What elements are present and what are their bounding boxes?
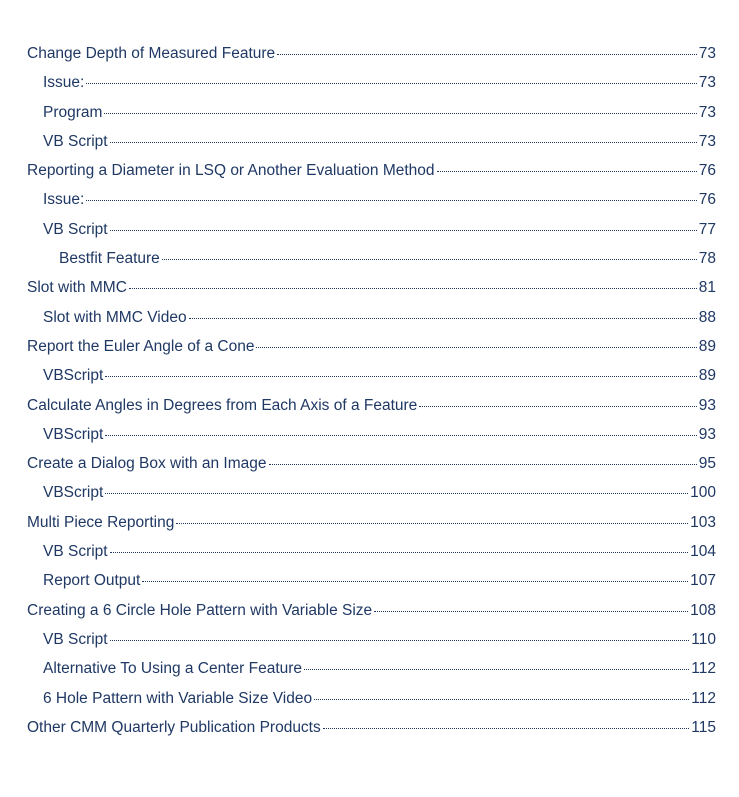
toc-entry-title: Bestfit Feature — [59, 250, 160, 268]
toc-dot-leader — [323, 728, 690, 729]
table-of-contents — [27, 39, 716, 742]
toc-entry-title: Report Output — [43, 572, 141, 590]
toc-entry-title: Slot with MMC Video — [43, 308, 187, 326]
toc-page-number: 78 — [698, 250, 716, 268]
toc-page-number: 112 — [691, 689, 716, 707]
toc-dot-leader — [86, 83, 696, 84]
toc-entry[interactable] — [27, 420, 716, 449]
toc-entry[interactable] — [27, 566, 716, 595]
toc-entry[interactable] — [27, 713, 716, 742]
toc-entry[interactable] — [27, 537, 716, 566]
toc-entry[interactable] — [27, 185, 716, 214]
toc-page-number: 93 — [698, 425, 716, 443]
toc-dot-leader — [277, 54, 697, 55]
toc-page-number: 103 — [690, 513, 716, 531]
toc-page-number: 93 — [698, 396, 716, 414]
toc-dot-leader — [110, 142, 697, 143]
toc-entry[interactable] — [27, 68, 716, 97]
toc-entry[interactable] — [27, 39, 716, 68]
toc-entry[interactable] — [27, 449, 716, 478]
toc-entry-title: VBScript — [43, 367, 104, 385]
toc-page-number: 77 — [698, 220, 716, 238]
toc-entry[interactable] — [27, 508, 716, 537]
toc-entry-title: VBScript — [43, 484, 104, 502]
toc-dot-leader — [269, 464, 697, 465]
toc-dot-leader — [256, 347, 696, 348]
toc-page-number: 89 — [698, 367, 716, 385]
toc-entry-title: 6 Hole Pattern with Variable Size Video — [43, 689, 313, 707]
toc-page-number: 100 — [690, 484, 716, 502]
toc-page-number: 88 — [698, 308, 716, 326]
toc-page-number: 76 — [698, 191, 716, 209]
toc-entry[interactable] — [27, 596, 716, 625]
toc-dot-leader — [419, 406, 696, 407]
toc-entry[interactable] — [27, 98, 716, 127]
toc-page-number: 104 — [690, 543, 716, 561]
toc-dot-leader — [110, 640, 690, 641]
toc-page-number: 95 — [698, 455, 716, 473]
toc-entry-title: Program — [43, 103, 103, 121]
toc-dot-leader — [374, 611, 688, 612]
toc-dot-leader — [304, 669, 689, 670]
toc-dot-leader — [105, 435, 696, 436]
toc-entry-title: Slot with MMC — [27, 279, 127, 297]
toc-dot-leader — [437, 171, 697, 172]
toc-entry-title: Create a Dialog Box with an Image — [27, 455, 267, 473]
toc-dot-leader — [314, 699, 689, 700]
toc-page-number: 115 — [691, 718, 716, 736]
toc-page-number: 76 — [698, 162, 716, 180]
toc-dot-leader — [110, 230, 697, 231]
toc-entry-title: VB Script — [43, 132, 108, 150]
toc-page-number: 73 — [698, 103, 716, 121]
toc-entry-title: Reporting a Diameter in LSQ or Another Evaluation Method — [27, 162, 435, 180]
toc-dot-leader — [142, 581, 688, 582]
toc-entry-title: VBScript — [43, 425, 104, 443]
toc-entry[interactable] — [27, 127, 716, 156]
toc-dot-leader — [129, 288, 697, 289]
toc-entry[interactable] — [27, 654, 716, 683]
toc-page-number: 73 — [698, 45, 716, 62]
toc-page-number: 81 — [698, 279, 716, 297]
toc-entry[interactable] — [27, 303, 716, 332]
toc-entry[interactable] — [27, 684, 716, 713]
toc-entry[interactable] — [27, 478, 716, 507]
toc-dot-leader — [176, 523, 688, 524]
toc-entry-title: Report the Euler Angle of a Cone — [27, 337, 255, 355]
toc-entry-title: Alternative To Using a Center Feature — [43, 660, 303, 678]
toc-dot-leader — [105, 376, 696, 377]
toc-page-number: 73 — [698, 132, 716, 150]
toc-page-number: 108 — [690, 601, 716, 619]
toc-entry[interactable] — [27, 156, 716, 185]
toc-entry[interactable] — [27, 332, 716, 361]
toc-entry-title: VB Script — [43, 220, 108, 238]
toc-dot-leader — [104, 113, 696, 114]
toc-entry-title: Calculate Angles in Degrees from Each Axis of a Feature — [27, 396, 418, 414]
toc-dot-leader — [162, 259, 697, 260]
toc-entry[interactable] — [27, 391, 716, 420]
toc-dot-leader — [105, 493, 688, 494]
toc-page-number: 107 — [690, 572, 716, 590]
toc-entry[interactable] — [27, 625, 716, 654]
toc-entry-title: Creating a 6 Circle Hole Pattern with Variable Size — [27, 601, 373, 619]
toc-dot-leader — [86, 200, 696, 201]
toc-entry[interactable] — [27, 361, 716, 390]
toc-page-number: 110 — [691, 630, 716, 648]
toc-entry-title: Issue: — [43, 191, 85, 209]
toc-entry-title: Issue: — [43, 74, 85, 92]
toc-entry[interactable] — [27, 273, 716, 302]
toc-dot-leader — [189, 318, 697, 319]
toc-page-number: 89 — [698, 337, 716, 355]
toc-page-number: 73 — [698, 74, 716, 92]
toc-entry-title: VB Script — [43, 543, 108, 561]
toc-entry[interactable] — [27, 215, 716, 244]
toc-entry-title: Change Depth of Measured Feature — [27, 45, 276, 62]
toc-entry-title: VB Script — [43, 630, 108, 648]
toc-dot-leader — [110, 552, 689, 553]
toc-entry-title: Other CMM Quarterly Publication Products — [27, 718, 321, 736]
toc-entry-title: Multi Piece Reporting — [27, 513, 175, 531]
toc-page-number: 112 — [691, 660, 716, 678]
toc-entry[interactable] — [27, 244, 716, 273]
